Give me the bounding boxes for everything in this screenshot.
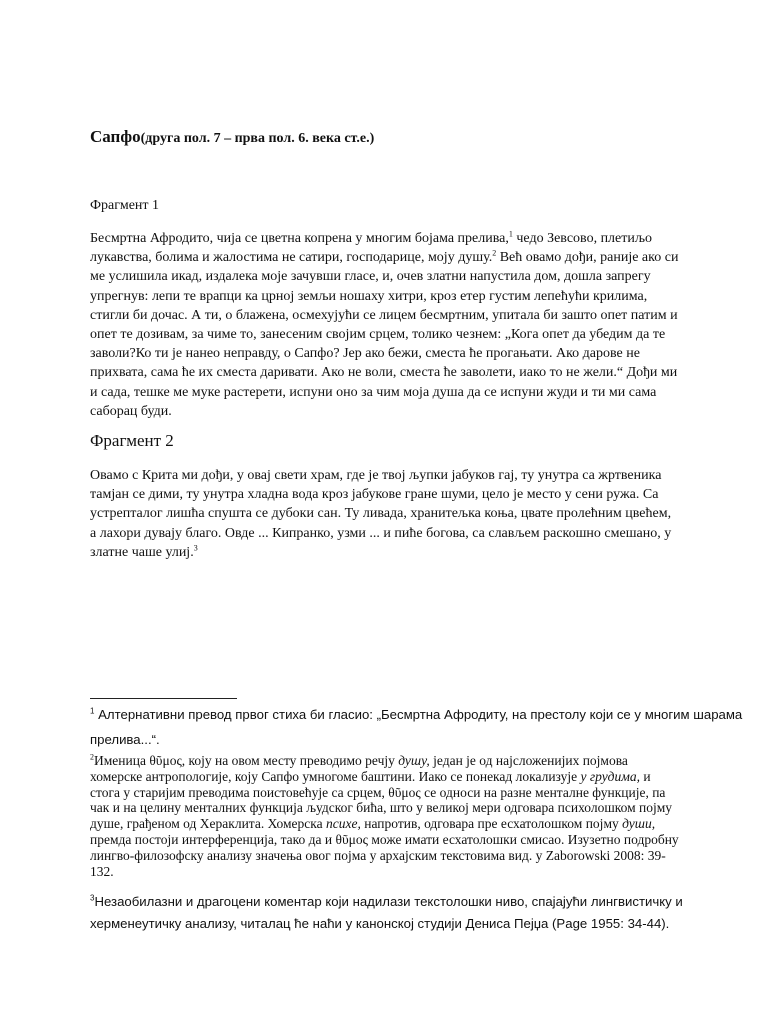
title-main: Сапфо (90, 127, 141, 146)
footnote-2-italic-4: души, (622, 816, 656, 832)
fragment-1-text-a: Бесмртна Афродито, чија се цветна копрена у многим бојама прелива, (90, 231, 509, 246)
footnote-2-text-d: напротив, одговара пре есхатолошком појму (360, 816, 623, 832)
fragment-2-text (90, 466, 680, 562)
footnote-3-text: Незаобилазни и драгоцени коментар који надилази текстолошки ниво, спајајући лингвистичку и херменеутичку анализу, читалац ће наћи у канонској студији Дениса Пејџа (Page 1955: 34-44). (90, 894, 683, 931)
footnote-2-text-a: Именица θῦμος, коју на овом месту преводимо речју (94, 753, 399, 768)
footnote-3-number: 3 (90, 893, 95, 903)
footnote-1-number: 1 (90, 706, 95, 716)
footnote-2-text-b: један је од најсложенијих појмова хомерске антропологије, коју Сапфо умногоме баштини. Иако се понекад локализује (90, 753, 628, 784)
footnote-2-number: 2 (90, 752, 94, 762)
page-title (90, 127, 374, 147)
footnote-2-italic-3: психе, (326, 816, 361, 832)
fragment-1-heading: Фрагмент 1 (90, 198, 160, 213)
fragment-2-body: Овамо с Крита ми дођи, у овај свети храм, где је твој љупки јабуков гај, ту унутра са жртвеника тамјан се дими, ту унутра хладна вода кроз јабукове гране шуми, цело је место у сени ружа. Са устрепталог лишћа спушта се дубоки сан. Ту ливада, хранитељка коња, цвате пролећним цвећем, а лахори дувају благо. Овде ... Кипранко, узми ... и пиће богова, са слављем раскошно смешано, у златне чаше улиј. (90, 468, 672, 560)
footnote-2-text-e: премда постоји интерференција, тако да и θῦμος може имати есхатолошки смисао. Изузетно подробну лингво-филозофску анализу значења овог појма у архајским текстовима вид. у Zaborowski 2008: 39-132. (90, 831, 679, 879)
fragment-1-text (90, 229, 680, 421)
footnote-2-italic-2: у грудима, (580, 768, 640, 784)
footnote-1-text: Алтернативни превод првог стиха би гласио: „Бесмртна Афродиту, на престолу који се у многим шарама прелива...“. (90, 707, 743, 747)
footnote-ref-1[interactable]: 1 (508, 229, 513, 239)
title-subtitle: (друга пол. 7 – прва пол. 6. века ст.е.) (140, 131, 375, 146)
footnote-2 (90, 753, 680, 879)
footnote-ref-2[interactable]: 2 (492, 248, 497, 258)
footnote-1 (90, 702, 758, 752)
footnote-separator (90, 698, 237, 699)
footnote-ref-3[interactable]: 3 (193, 543, 198, 553)
fragment-1-text-c: Већ овамо дођи, раније ако си ме услишила икад, издалека моје зачувши гласе, и, очев златни напустила дом, дошла запрегу упрегнув: лепи те врапци ка црној земљи ношаху хитри, кроз етер густим лепећући крилима, стигли би дочас. А ти, о блажена, осмехујући се лицем бесмртним, упитала би зашто опет патим и опет те дозивам, за чиме то, занесеним својим срцем, толико чезнем: „Кога опет да убедим да те заволи?Ко ти је нанео неправду, о Сапфо? Јер ако бежи, сместа ће прогањати. Ако дарове не прихвата, сама ће их сместа даривати. Ако не воли, сместа ће заволети, иако то не жели.“ Дођи ми и сада, тешке ме муке растерети, испуни оно за чим моја душа да се испуни жуди и ти ми сама саборац буди. (90, 250, 679, 419)
fragment-1-text-b: чедо Зевсово, плетиљо лукавства, болима и жалостима не сатири, господарице, моју душу. (90, 231, 653, 266)
footnote-2-text-c: и стога у старијим преводима поистовећује са срцем, θῦμος се односи на разне менталне функције, па чак и на целину менталних функција људског бића, што у великој мери одговара психолошком појму душе, грађеном од Хераклита. Хомерска (90, 768, 673, 832)
footnote-2-italic-1: душу, (398, 753, 430, 768)
fragment-2-heading: Фрагмент 2 (90, 431, 174, 450)
footnote-3 (90, 891, 730, 935)
